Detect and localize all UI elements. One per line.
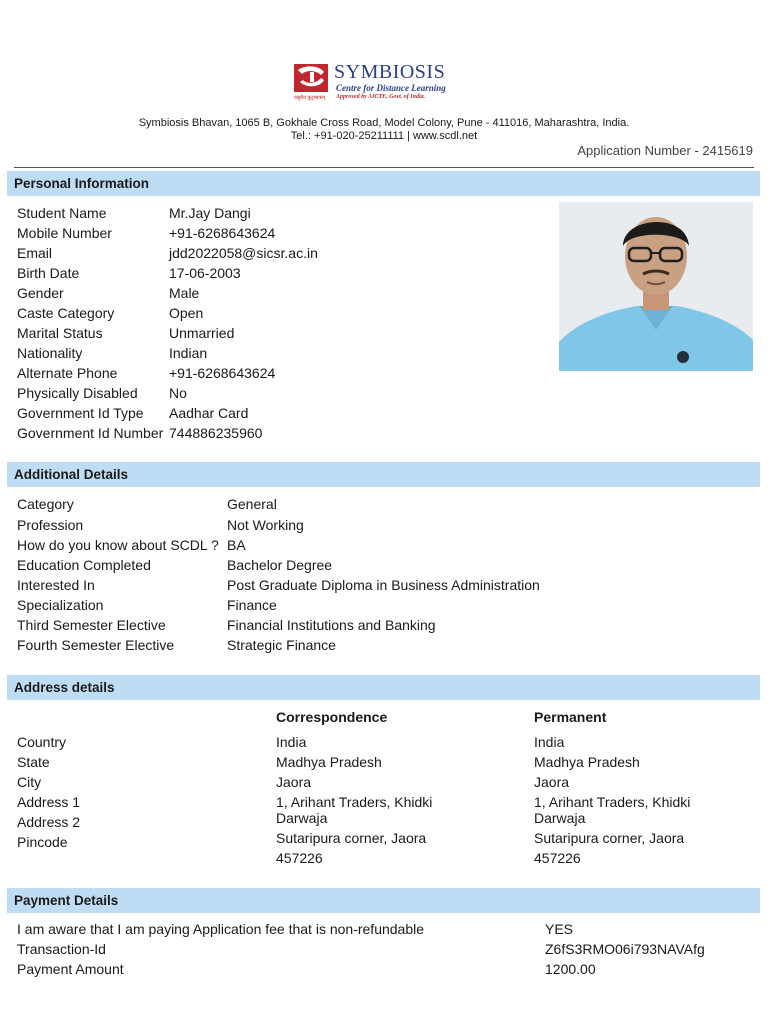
field-label: Specialization [17,597,104,613]
column-header-permanent: Permanent [534,709,607,725]
field-label: I am aware that I am paying Application fee that is non-refundable [17,921,425,937]
field-value: Male [169,285,200,301]
permanent-address-2: Sutaripura corner, Jaora [534,830,685,846]
field-label: Third Semester Elective [17,617,166,633]
correspondence-pincode: 457226 [276,850,323,866]
field-label: Student Name [17,205,107,221]
section-header-additional [7,462,760,487]
field-label: Pincode [17,834,68,850]
field-label: Nationality [17,345,83,361]
field-label: Physically Disabled [17,385,138,401]
logo-wordmark: SYMBIOSIS [334,61,446,83]
field-label: Gender [17,285,64,301]
field-value: +91-6268643624 [169,225,276,241]
section-title: Personal Information [14,176,150,191]
correspondence-state: Madhya Pradesh [276,754,382,770]
section-header-payment [7,888,760,913]
field-label: Government Id Type [17,405,144,421]
section-header-personal [7,171,760,196]
field-label: Interested In [17,577,95,593]
student-photo-icon [559,202,753,371]
field-label: Education Completed [17,557,151,573]
field-label: City [17,774,42,790]
symbiosis-logo [294,62,474,102]
field-label: How do you know about SCDL ? [17,537,219,553]
permanent-address-1: 1, Arihant Traders, Khidki Darwaja [534,794,691,826]
section-title: Address details [14,680,115,695]
logo-motto: वसुधैव कुटुम्बकम् [294,95,326,101]
payment-amount-value: 1200.00 [545,961,596,977]
permanent-country: India [534,734,565,750]
field-value: +91-6268643624 [169,365,276,381]
correspondence-address-2: Sutaripura corner, Jaora [276,830,427,846]
correspondence-country: India [276,734,307,750]
section-title: Additional Details [14,467,129,482]
field-label: Mobile Number [17,225,112,241]
field-label: Alternate Phone [17,365,118,381]
application-number: Application Number - 2415619 [577,143,753,158]
field-value: 17-06-2003 [169,265,241,281]
field-value: BA [227,537,246,553]
field-value: Aadhar Card [169,405,249,421]
field-label: Transaction-Id [17,941,106,957]
field-value: YES [545,921,574,937]
field-value: Strategic Finance [227,637,336,653]
correspondence-address-1: 1, Arihant Traders, Khidki Darwaja [276,794,433,826]
field-value: No [169,385,187,401]
field-value: Financial Institutions and Banking [227,617,436,633]
field-value: Finance [227,597,277,613]
address-line: Symbiosis Bhavan, 1065 B, Gokhale Cross Road, Model Colony, Pune - 411016, Maharashtra, India. [138,117,630,129]
permanent-city: Jaora [534,774,570,790]
field-label: Address 2 [17,814,81,830]
field-value: Open [169,305,204,321]
correspondence-city: Jaora [276,774,312,790]
field-value: jdd2022058@sicsr.ac.in [169,245,318,261]
permanent-pincode: 457226 [534,850,581,866]
field-value: Post Graduate Diploma in Business Administration [227,577,540,593]
field-value: 744886235960 [169,425,263,441]
symbiosis-logo-icon [294,62,330,94]
field-label: Fourth Semester Elective [17,637,175,653]
field-label: Profession [17,517,84,533]
field-label: Caste Category [17,305,115,321]
field-label: Payment Amount [17,961,124,977]
field-value: General [227,496,277,512]
transaction-id-value: Z6fS3RMO06i793NAVAfg [545,941,705,957]
field-value: Bachelor Degree [227,557,333,573]
field-value: Indian [169,345,208,361]
institute-address [0,117,768,143]
column-header-correspondence: Correspondence [276,709,388,725]
field-value: Not Working [227,517,304,533]
field-label: Country [17,734,67,750]
field-value: Mr.Jay Dangi [169,205,251,221]
header-divider [14,167,754,168]
field-label: Category [17,496,74,512]
field-label: Birth Date [17,265,80,281]
field-label: Government Id Number [17,425,164,441]
field-label: Marital Status [17,325,103,341]
contact-line: Tel.: +91-020-25211111 | www.scdl.net [290,130,478,142]
logo-approval-note: Approved by AICTE, Govt. of India. [336,94,426,100]
field-label: Address 1 [17,794,81,810]
logo-tagline: Centre for Distance Learning [336,83,446,93]
field-label: Email [17,245,53,261]
field-value: Unmarried [169,325,235,341]
field-label: State [17,754,50,770]
section-header-address [7,675,760,700]
student-photo [559,202,753,371]
permanent-state: Madhya Pradesh [534,754,640,770]
section-title: Payment Details [14,893,119,908]
